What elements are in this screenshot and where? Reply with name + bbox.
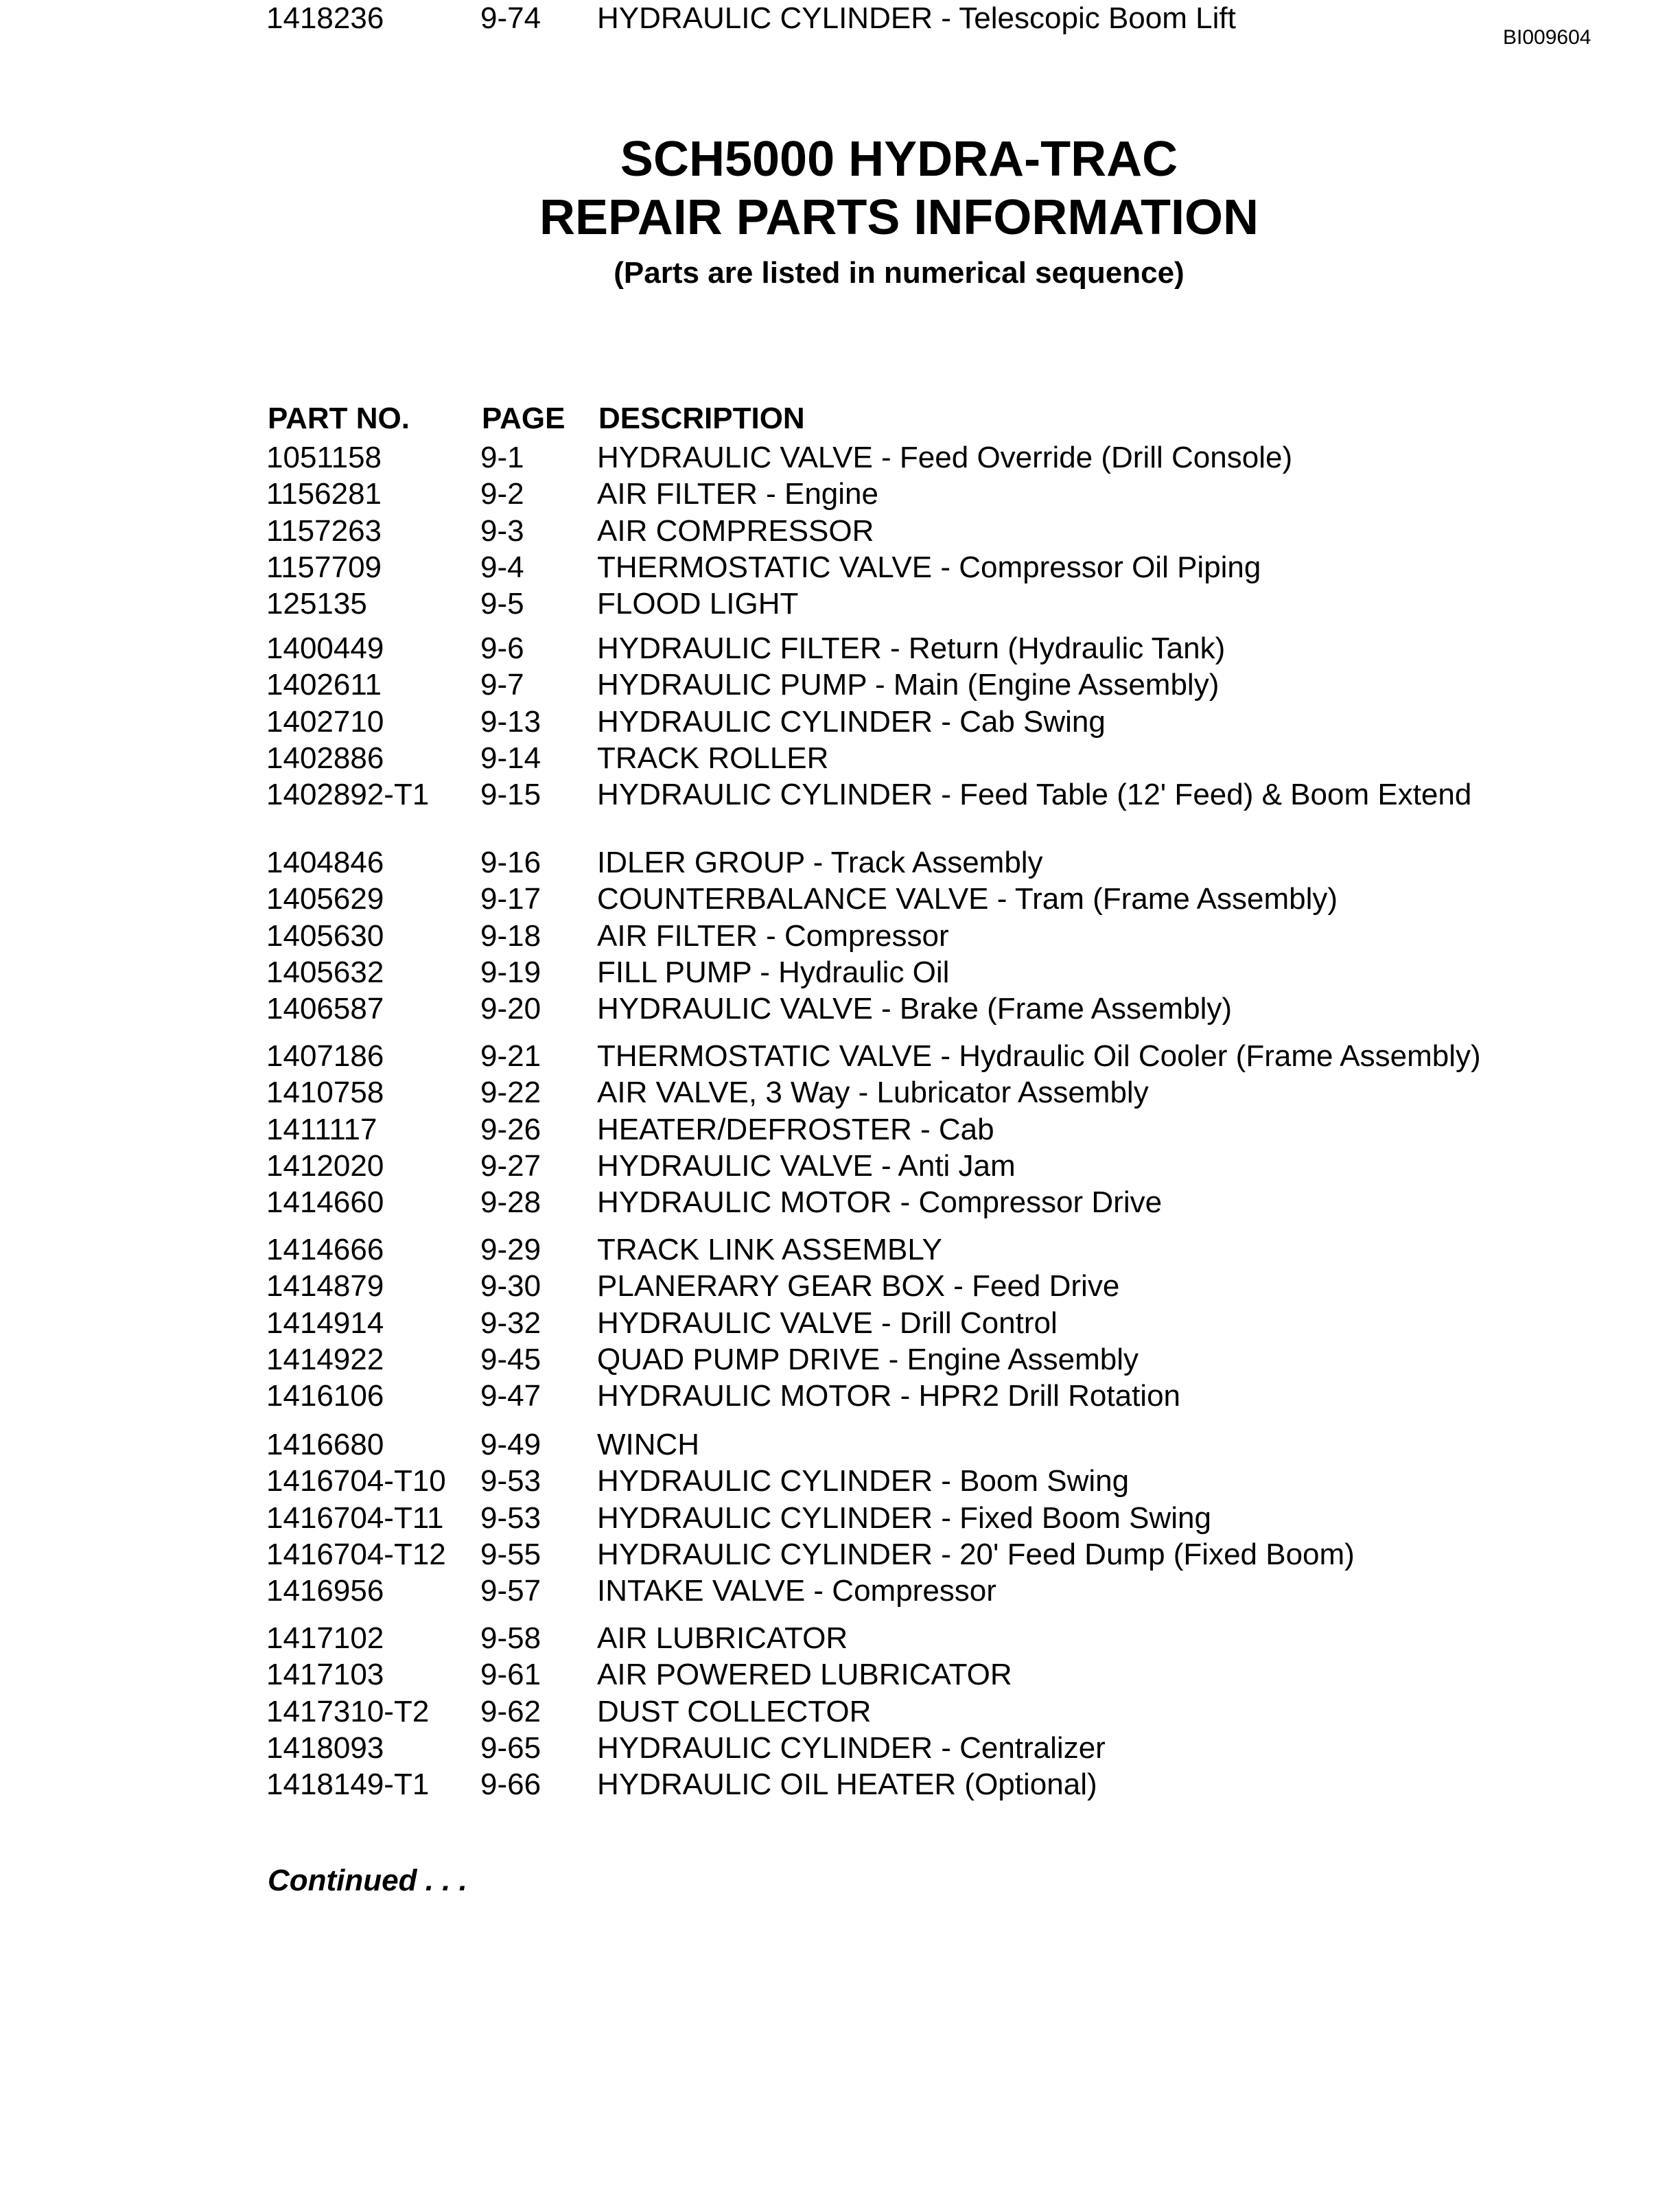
part-description: HYDRAULIC PUMP - Main (Engine Assembly) (597, 668, 1220, 702)
table-row (0, 1111, 1680, 1148)
page-number: 9-53 (480, 1464, 541, 1498)
table-row (0, 0, 1680, 37)
part-description: AIR VALVE, 3 Way - Lubricator Assembly (597, 1076, 1149, 1110)
part-number: 1414922 (266, 1342, 384, 1376)
page-number: 9-49 (480, 1428, 541, 1461)
page-number: 9-45 (480, 1342, 541, 1376)
page-number: 9-4 (480, 550, 524, 584)
part-description: WINCH (597, 1428, 700, 1461)
table-row (0, 630, 1680, 667)
part-number: 1157263 (266, 513, 382, 548)
part-number: 1404846 (266, 846, 384, 879)
page-number: 9-47 (480, 1379, 541, 1413)
part-number: 1412020 (266, 1148, 384, 1183)
page-number: 9-1 (480, 441, 524, 474)
part-number: 1400449 (266, 632, 384, 665)
part-number: 1414879 (266, 1269, 384, 1304)
part-number: 1411117 (266, 1112, 377, 1146)
part-number: 1416704-T10 (266, 1464, 446, 1498)
table-row (0, 1148, 1680, 1185)
page-number: 9-26 (480, 1112, 541, 1146)
part-number: 1051158 (266, 441, 382, 474)
part-description: HYDRAULIC FILTER - Return (Hydraulic Tank) (597, 632, 1226, 665)
part-description: AIR FILTER - Compressor (597, 918, 949, 953)
page-number: 9-32 (480, 1306, 541, 1340)
table-row (0, 1305, 1680, 1342)
part-number: 1402611 (266, 668, 382, 702)
table-row (0, 954, 1680, 991)
part-description: INTAKE VALVE - Compressor (597, 1574, 996, 1608)
part-number: 1414914 (266, 1306, 384, 1340)
page-subtitle: (Parts are listed in numerical sequence) (614, 256, 1185, 290)
page-number: 9-19 (480, 955, 541, 989)
page-number: 9-16 (480, 846, 541, 879)
part-number: 1416106 (266, 1379, 384, 1413)
page-number: 9-15 (480, 778, 541, 812)
page-number: 9-66 (480, 1768, 541, 1802)
part-description: HYDRAULIC CYLINDER - Feed Table (12' Feed) & Boom Extend (597, 778, 1472, 812)
table-row (0, 1426, 1680, 1463)
page-number: 9-6 (480, 632, 524, 665)
table-row (0, 439, 1680, 476)
part-description: THERMOSTATIC VALVE - Compressor Oil Piping (597, 550, 1261, 584)
part-number: 1414666 (266, 1233, 384, 1266)
table-row (0, 1656, 1680, 1693)
part-number: 1405629 (266, 882, 384, 916)
part-description: AIR FILTER - Engine (597, 477, 878, 511)
part-number: 1157709 (266, 550, 382, 584)
table-row (0, 704, 1680, 741)
table-row (0, 1500, 1680, 1537)
part-description: QUAD PUMP DRIVE - Engine Assembly (597, 1342, 1139, 1376)
table-row (0, 1074, 1680, 1111)
part-number: 1407186 (266, 1039, 384, 1073)
part-number: 1156281 (266, 477, 382, 511)
part-description: IDLER GROUP - Track Assembly (597, 846, 1043, 879)
part-description: TRACK ROLLER (597, 741, 829, 775)
page-number: 9-18 (480, 918, 541, 953)
table-row (0, 1341, 1680, 1378)
part-number: 1416704-T12 (266, 1537, 446, 1571)
part-description: COUNTERBALANCE VALVE - Tram (Frame Assembly) (597, 882, 1338, 916)
part-description: HYDRAULIC MOTOR - HPR2 Drill Rotation (597, 1379, 1181, 1413)
page-number: 9-62 (480, 1694, 541, 1728)
table-row (0, 740, 1680, 777)
page-number: 9-21 (480, 1039, 541, 1073)
page-title-line-1: SCH5000 HYDRA-TRAC (620, 132, 1178, 187)
part-description: HYDRAULIC CYLINDER - Fixed Boom Swing (597, 1501, 1211, 1535)
table-row (0, 476, 1680, 513)
column-header-page: PAGE (482, 402, 565, 435)
table-row (0, 1038, 1680, 1075)
part-description: HYDRAULIC CYLINDER - Boom Swing (597, 1464, 1130, 1498)
table-row (0, 1693, 1680, 1730)
table-row (0, 1268, 1680, 1305)
part-description: PLANERARY GEAR BOX - Feed Drive (597, 1269, 1120, 1304)
page-number: 9-27 (480, 1148, 541, 1183)
page-number: 9-2 (480, 477, 524, 511)
page-number: 9-53 (480, 1501, 541, 1535)
table-row (0, 549, 1680, 586)
table-row (0, 776, 1680, 813)
part-number: 1417103 (266, 1658, 384, 1692)
column-header-description: DESCRIPTION (598, 402, 805, 435)
part-description: AIR POWERED LUBRICATOR (597, 1658, 1012, 1692)
page-number: 9-14 (480, 741, 541, 775)
part-number: 1416956 (266, 1574, 384, 1608)
table-row (0, 1573, 1680, 1610)
table-row (0, 586, 1680, 623)
part-description: HYDRAULIC CYLINDER - Cab Swing (597, 704, 1106, 739)
part-number: 1418149-T1 (266, 1768, 430, 1802)
part-description: HYDRAULIC MOTOR - Compressor Drive (597, 1185, 1163, 1220)
table-row (0, 1730, 1680, 1767)
page-number: 9-17 (480, 882, 541, 916)
part-description: HYDRAULIC VALVE - Brake (Frame Assembly) (597, 992, 1233, 1026)
part-number: 1402710 (266, 704, 384, 739)
page-number: 9-65 (480, 1730, 541, 1765)
page-number: 9-13 (480, 704, 541, 739)
table-row (0, 991, 1680, 1028)
page-number: 9-3 (480, 513, 524, 548)
continued-note: Continued . . . (268, 1864, 467, 1897)
table-row (0, 1536, 1680, 1573)
part-number: 1416704-T11 (266, 1501, 444, 1535)
page-number: 9-20 (480, 992, 541, 1026)
part-description: DUST COLLECTOR (597, 1694, 872, 1728)
part-number: 1416680 (266, 1428, 384, 1461)
page-number: 9-57 (480, 1574, 541, 1608)
page-number: 9-58 (480, 1621, 541, 1655)
part-number: 1402892-T1 (266, 778, 430, 812)
part-number: 1410758 (266, 1076, 384, 1110)
part-number: 1405630 (266, 918, 384, 953)
page-title-line-2: REPAIR PARTS INFORMATION (539, 190, 1259, 245)
page-number: 9-22 (480, 1076, 541, 1110)
document-id: BI009604 (1503, 26, 1591, 49)
part-description: HEATER/DEFROSTER - Cab (597, 1112, 994, 1146)
part-description: FILL PUMP - Hydraulic Oil (597, 955, 950, 989)
part-description: AIR COMPRESSOR (597, 513, 874, 548)
table-row (0, 513, 1680, 550)
table-row (0, 1463, 1680, 1500)
page-number: 9-55 (480, 1537, 541, 1571)
part-description: HYDRAULIC VALVE - Anti Jam (597, 1148, 1016, 1183)
page-number: 9-29 (480, 1233, 541, 1266)
part-description: HYDRAULIC OIL HEATER (Optional) (597, 1768, 1097, 1802)
part-description: HYDRAULIC VALVE - Feed Override (Drill Console) (597, 441, 1293, 474)
part-number: 1402886 (266, 741, 384, 775)
part-number: 1417102 (266, 1621, 384, 1655)
part-number: 1418093 (266, 1730, 384, 1765)
page-number: 9-28 (480, 1185, 541, 1220)
part-description: THERMOSTATIC VALVE - Hydraulic Oil Cooler (Frame Assembly) (597, 1039, 1481, 1073)
part-description: TRACK LINK ASSEMBLY (597, 1233, 942, 1266)
part-description: FLOOD LIGHT (597, 587, 799, 621)
table-row (0, 1378, 1680, 1415)
table-row (0, 1184, 1680, 1221)
part-description: HYDRAULIC CYLINDER - Telescopic Boom Lift (597, 1, 1236, 35)
page-number: 9-61 (480, 1658, 541, 1692)
column-header-part-no: PART NO. (268, 402, 410, 435)
table-row (0, 881, 1680, 918)
part-number: 1418236 (266, 1, 384, 35)
table-row (0, 1620, 1680, 1657)
page-number: 9-30 (480, 1269, 541, 1304)
part-description: HYDRAULIC VALVE - Drill Control (597, 1306, 1058, 1340)
table-row (0, 844, 1680, 881)
table-row (0, 1766, 1680, 1803)
page-number: 9-5 (480, 587, 524, 621)
part-number: 1414660 (266, 1185, 384, 1220)
table-row (0, 1231, 1680, 1269)
page-number: 9-7 (480, 668, 524, 702)
part-description: HYDRAULIC CYLINDER - 20' Feed Dump (Fixed Boom) (597, 1537, 1355, 1571)
part-description: HYDRAULIC CYLINDER - Centralizer (597, 1730, 1106, 1765)
page-number: 9-74 (480, 1, 541, 35)
part-number: 1417310-T2 (266, 1694, 430, 1728)
part-number: 125135 (266, 587, 367, 621)
part-number: 1405632 (266, 955, 384, 989)
part-description: AIR LUBRICATOR (597, 1621, 848, 1655)
table-row (0, 667, 1680, 704)
part-number: 1406587 (266, 992, 384, 1026)
table-row (0, 918, 1680, 955)
